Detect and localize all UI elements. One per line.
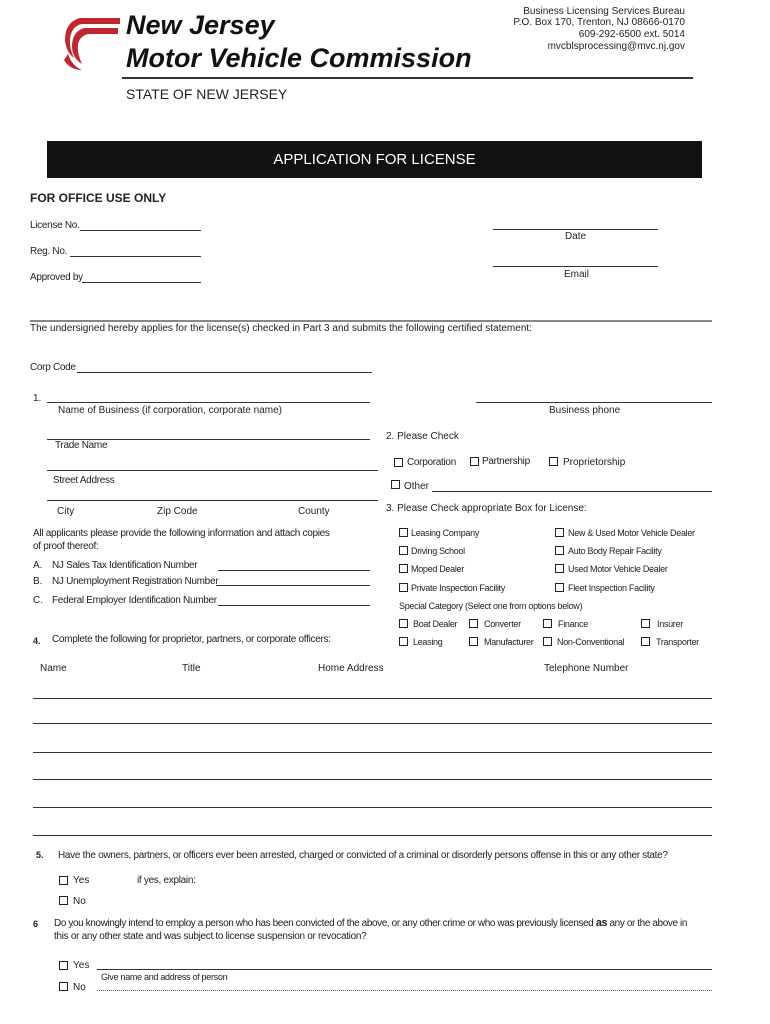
transporter-checkbox[interactable] <box>641 637 650 646</box>
section-6-question-line2: this or any other state and was subject to license suspension or revocation? <box>54 931 367 942</box>
county-label: County <box>298 506 330 517</box>
email-label: Email <box>564 269 590 280</box>
new-used-dealer-checkbox[interactable] <box>555 528 564 537</box>
business-name-label: Name of Business (if corporation, corporate name) <box>58 405 282 416</box>
street-address-field[interactable] <box>47 470 378 471</box>
officer-row-3[interactable] <box>33 752 712 753</box>
header-divider <box>122 77 693 79</box>
street-address-label: Street Address <box>53 475 115 486</box>
license-no-field[interactable] <box>80 230 201 231</box>
section-divider <box>30 320 712 322</box>
form-title-banner <box>47 141 702 178</box>
section-6-question <box>54 918 687 929</box>
section-1-number: 1. <box>33 393 42 404</box>
special-category-heading: Special Category (Select one from options below) <box>399 601 583 611</box>
q6-yes-checkbox[interactable] <box>59 961 68 970</box>
nj-sales-tax-field[interactable] <box>218 570 370 571</box>
driving-school-label: Driving School <box>411 546 465 556</box>
section-4-text: Complete the following for proprietor, partners, or corporate officers: <box>52 634 331 645</box>
email-field[interactable] <box>493 266 658 267</box>
other-checkbox[interactable] <box>391 480 400 489</box>
moped-dealer-label: Moped Dealer <box>411 564 464 574</box>
office-use-heading: FOR OFFICE USE ONLY <box>30 191 167 205</box>
info-intro-line1: All applicants please provide the following information and attach copies <box>33 528 330 539</box>
federal-employer-field[interactable] <box>218 605 370 606</box>
city-label: City <box>57 506 75 517</box>
reg-no-field[interactable] <box>70 256 201 257</box>
fleet-inspection-checkbox[interactable] <box>555 583 564 592</box>
mvc-logo-icon <box>58 14 122 72</box>
officer-row-1[interactable] <box>33 698 712 699</box>
info-intro-line2: of proof thereof: <box>33 541 99 552</box>
section-2-heading: 2. Please Check <box>386 431 459 442</box>
driving-school-checkbox[interactable] <box>399 546 408 555</box>
col-title: Title <box>182 663 201 674</box>
corporation-checkbox[interactable] <box>394 458 403 467</box>
proprietorship-label: Proprietorship <box>563 457 626 468</box>
officer-row-4[interactable] <box>33 779 712 780</box>
converter-label: Converter <box>484 619 521 629</box>
other-label: Other <box>404 481 430 492</box>
non-conventional-checkbox[interactable] <box>543 637 552 646</box>
insurer-label: Insurer <box>657 619 683 629</box>
finance-checkbox[interactable] <box>543 619 552 628</box>
corp-code-label: Corp Code <box>30 362 76 373</box>
corp-code-field[interactable] <box>77 372 372 373</box>
converter-checkbox[interactable] <box>469 619 478 628</box>
q5-no-label: No <box>73 896 86 907</box>
auto-body-checkbox[interactable] <box>555 546 564 555</box>
business-phone-field[interactable] <box>476 402 712 403</box>
private-inspection-label: Private Inspection Facility <box>411 583 505 593</box>
manufacturer-label: Manufacturer <box>484 637 534 647</box>
non-conventional-label: Non-Conventional <box>557 637 625 647</box>
reg-no-label: Reg. No. <box>30 246 68 257</box>
item-c-letter: C. <box>33 595 43 606</box>
q6-no-checkbox[interactable] <box>59 982 68 991</box>
manufacturer-checkbox[interactable] <box>469 637 478 646</box>
leasing-company-label: Leasing Company <box>411 528 480 538</box>
col-name: Name <box>40 663 67 674</box>
used-dealer-checkbox[interactable] <box>555 564 564 573</box>
col-telephone: Telephone Number <box>544 663 629 674</box>
leasing-label: Leasing <box>413 637 443 647</box>
other-field[interactable] <box>432 491 712 492</box>
org-name-line2: Motor Vehicle Commission <box>126 43 472 73</box>
date-label: Date <box>565 231 587 242</box>
q5-yes-checkbox[interactable] <box>59 876 68 885</box>
section-5-number: 5. <box>36 850 44 860</box>
city-zip-county-field[interactable] <box>47 500 378 501</box>
q6-no-label: No <box>73 982 86 993</box>
insurer-checkbox[interactable] <box>641 619 650 628</box>
mvc-logo <box>58 14 122 72</box>
date-field[interactable] <box>493 229 658 230</box>
bureau-address: P.O. Box 170, Trenton, NJ 08666-0170 <box>513 17 685 28</box>
officer-row-5[interactable] <box>33 807 712 808</box>
approved-by-field[interactable] <box>82 282 201 283</box>
section-6-question-part2: any or the above in <box>609 918 687 929</box>
item-b-letter: B. <box>33 576 43 587</box>
col-home-address: Home Address <box>318 663 384 674</box>
transporter-label: Transporter <box>656 637 699 647</box>
section-4-number: 4. <box>33 636 41 646</box>
bureau-phone: 609-292-6500 ext. 5014 <box>578 29 685 40</box>
private-inspection-checkbox[interactable] <box>399 583 408 592</box>
section-6-question-as: as <box>595 917 608 929</box>
officer-row-6[interactable] <box>33 835 712 836</box>
bureau-email: mvcblsprocessing@mvc.nj.gov <box>547 41 685 52</box>
q6-give-name-label: Give name and address of person <box>101 972 228 982</box>
partnership-checkbox[interactable] <box>470 457 479 466</box>
fleet-inspection-label: Fleet Inspection Facility <box>568 583 655 593</box>
proprietorship-checkbox[interactable] <box>549 457 558 466</box>
license-no-label: License No. <box>30 220 80 231</box>
approved-by-label: Approved by <box>30 272 83 283</box>
officer-row-2[interactable] <box>33 723 712 724</box>
moped-dealer-checkbox[interactable] <box>399 564 408 573</box>
used-dealer-label: Used Motor Vehicle Dealer <box>568 564 668 574</box>
leasing-checkbox[interactable] <box>399 637 408 646</box>
section-6-question-part1: Do you knowingly intend to employ a person who has been convicted of the above, or any other crime or who was previously licensed <box>54 918 594 929</box>
nj-unemployment-label: NJ Unemployment Registration Number <box>52 576 219 587</box>
nj-sales-tax-label: NJ Sales Tax Identification Number <box>52 560 198 571</box>
new-used-dealer-label: New & Used Motor Vehicle Dealer <box>568 528 695 538</box>
section-5-question: Have the owners, partners, or officers ever been arrested, charged or convicted of a criminal or disorderly persons offense in this or any other state? <box>58 850 668 861</box>
federal-employer-label: Federal Employer Identification Number <box>52 595 217 606</box>
q5-no-checkbox[interactable] <box>59 896 68 905</box>
q5-explain-label: if yes, explain: <box>137 875 196 886</box>
intro-statement: The undersigned hereby applies for the license(s) checked in Part 3 and submits the following certified statement: <box>30 323 532 334</box>
form-title: APPLICATION FOR LICENSE <box>273 151 476 168</box>
trade-name-label: Trade Name <box>55 440 108 451</box>
q5-yes-label: Yes <box>73 875 90 886</box>
nj-unemployment-field[interactable] <box>216 585 370 586</box>
boat-dealer-label: Boat Dealer <box>413 619 458 629</box>
leasing-company-checkbox[interactable] <box>399 528 408 537</box>
section-6-number: 6 <box>33 919 39 929</box>
org-name-line1: New Jersey <box>126 10 275 40</box>
boat-dealer-checkbox[interactable] <box>399 619 408 628</box>
finance-label: Finance <box>558 619 588 629</box>
corporation-label: Corporation <box>407 457 456 468</box>
bureau-name: Business Licensing Services Bureau <box>523 6 685 17</box>
business-phone-label: Business phone <box>549 405 621 416</box>
auto-body-label: Auto Body Repair Facility <box>568 546 662 556</box>
q6-person-field[interactable] <box>97 969 712 970</box>
q6-person-field-2[interactable] <box>97 990 712 991</box>
item-a-letter: A. <box>33 560 43 571</box>
state-label: STATE OF NEW JERSEY <box>126 86 288 102</box>
business-name-field[interactable] <box>47 402 370 403</box>
section-3-heading: 3. Please Check appropriate Box for License: <box>386 503 587 514</box>
zip-label: Zip Code <box>157 506 198 517</box>
q6-yes-label: Yes <box>73 960 90 971</box>
partnership-label: Partnership <box>482 456 530 467</box>
